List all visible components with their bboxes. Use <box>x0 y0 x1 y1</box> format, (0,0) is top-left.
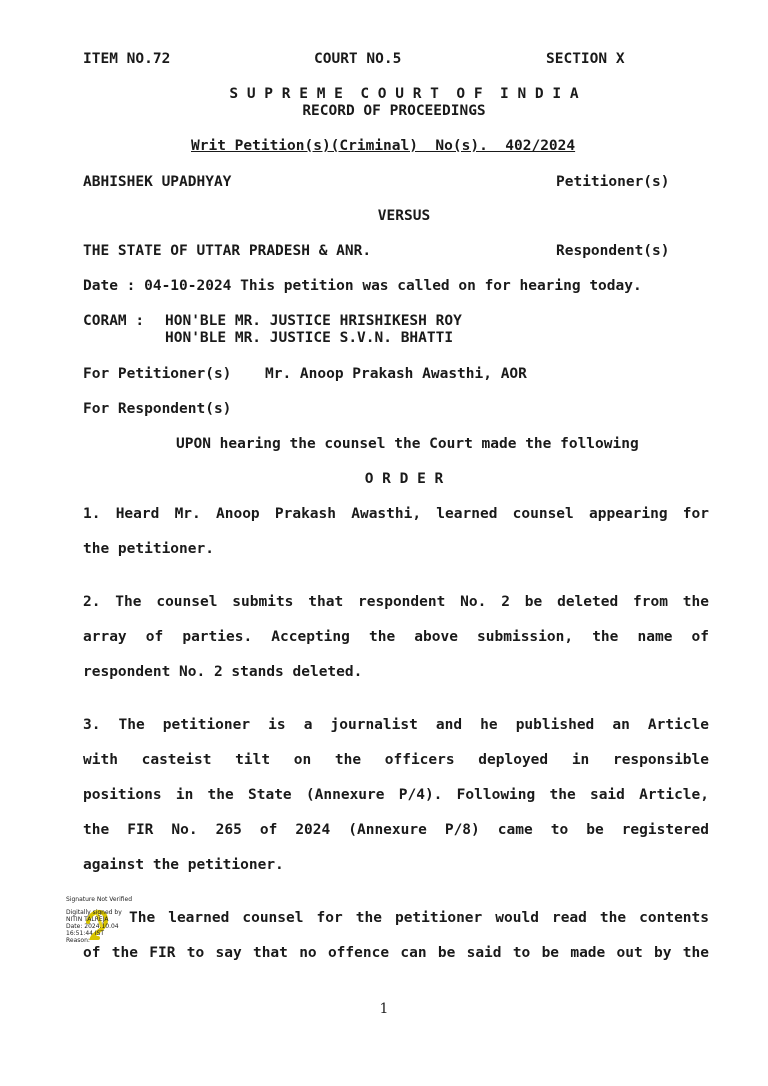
for-petitioner-label: For Petitioner(s) <box>83 366 232 382</box>
paragraph-2-line-1: 2. The counsel submits that respondent No. 2 be deleted from the <box>83 594 709 610</box>
respondent-name: THE STATE OF UTTAR PRADESH & ANR. <box>83 243 372 259</box>
signature-line-6: Reason: <box>66 937 90 944</box>
court-name: S U P R E M E C O U R T O F I N D I A <box>229 86 579 102</box>
paragraph-4-line-1: The learned counsel for the petitioner would read the contents <box>129 910 709 926</box>
digital-signature-stamp <box>66 896 136 944</box>
page-number: 1 <box>379 1001 389 1017</box>
paragraph-1-line-1: 1. Heard Mr. Anoop Prakash Awasthi, learned counsel appearing for <box>83 506 709 522</box>
coram-label: CORAM : <box>83 313 145 329</box>
petitioner-name: ABHISHEK UPADHYAY <box>83 174 232 190</box>
versus-label: VERSUS <box>377 208 431 224</box>
section-label: SECTION X <box>546 51 625 67</box>
paragraph-1-line-2: the petitioner. <box>83 541 214 557</box>
petitioner-counsel: Mr. Anoop Prakash Awasthi, AOR <box>265 366 527 382</box>
paragraph-3-line-5: against the petitioner. <box>83 857 284 873</box>
signature-line-2: Digitally signed by <box>66 909 122 916</box>
paragraph-2-line-2: array of parties. Accepting the above submission, the name of <box>83 629 709 645</box>
paragraph-3-line-1: 3. The petitioner is a journalist and he published an Article <box>83 717 709 733</box>
coram-judge-1: HON'BLE MR. JUSTICE HRISHIKESH ROY <box>165 313 462 329</box>
petitioner-role: Petitioner(s) <box>556 174 670 190</box>
paragraph-3-line-3: positions in the State (Annexure P/4). Following the said Article, <box>83 787 709 803</box>
signature-line-3: NITIN TALREJA <box>66 916 109 923</box>
signature-line-5: 16:51:44 IST <box>66 930 105 937</box>
record-title: RECORD OF PROCEEDINGS <box>302 103 486 119</box>
court-number: COURT NO.5 <box>314 51 402 67</box>
for-respondent-label: For Respondent(s) <box>83 401 232 417</box>
respondent-role: Respondent(s) <box>556 243 670 259</box>
case-number: Writ Petition(s)(Criminal) No(s). 402/2024 <box>191 138 576 154</box>
signature-line-1: Signature Not Verified <box>66 896 133 903</box>
paragraph-3-line-2: with casteist tilt on the officers deployed in responsible <box>83 752 709 768</box>
order-heading: O R D E R <box>364 471 444 487</box>
item-number: ITEM NO.72 <box>83 51 171 67</box>
paragraph-4-line-2: of the FIR to say that no offence can be said to be made out by the <box>83 945 709 961</box>
coram-judge-2: HON'BLE MR. JUSTICE S.V.N. BHATTI <box>165 330 454 346</box>
hearing-date-line: Date : 04-10-2024 This petition was called on for hearing today. <box>83 278 642 294</box>
paragraph-2-line-3: respondent No. 2 stands deleted. <box>83 664 363 680</box>
paragraph-3-line-4: the FIR No. 265 of 2024 (Annexure P/8) came to be registered <box>83 822 709 838</box>
signature-line-4: Date: 2024.10.04 <box>66 923 119 930</box>
upon-hearing-line: UPON hearing the counsel the Court made the following <box>176 436 639 452</box>
